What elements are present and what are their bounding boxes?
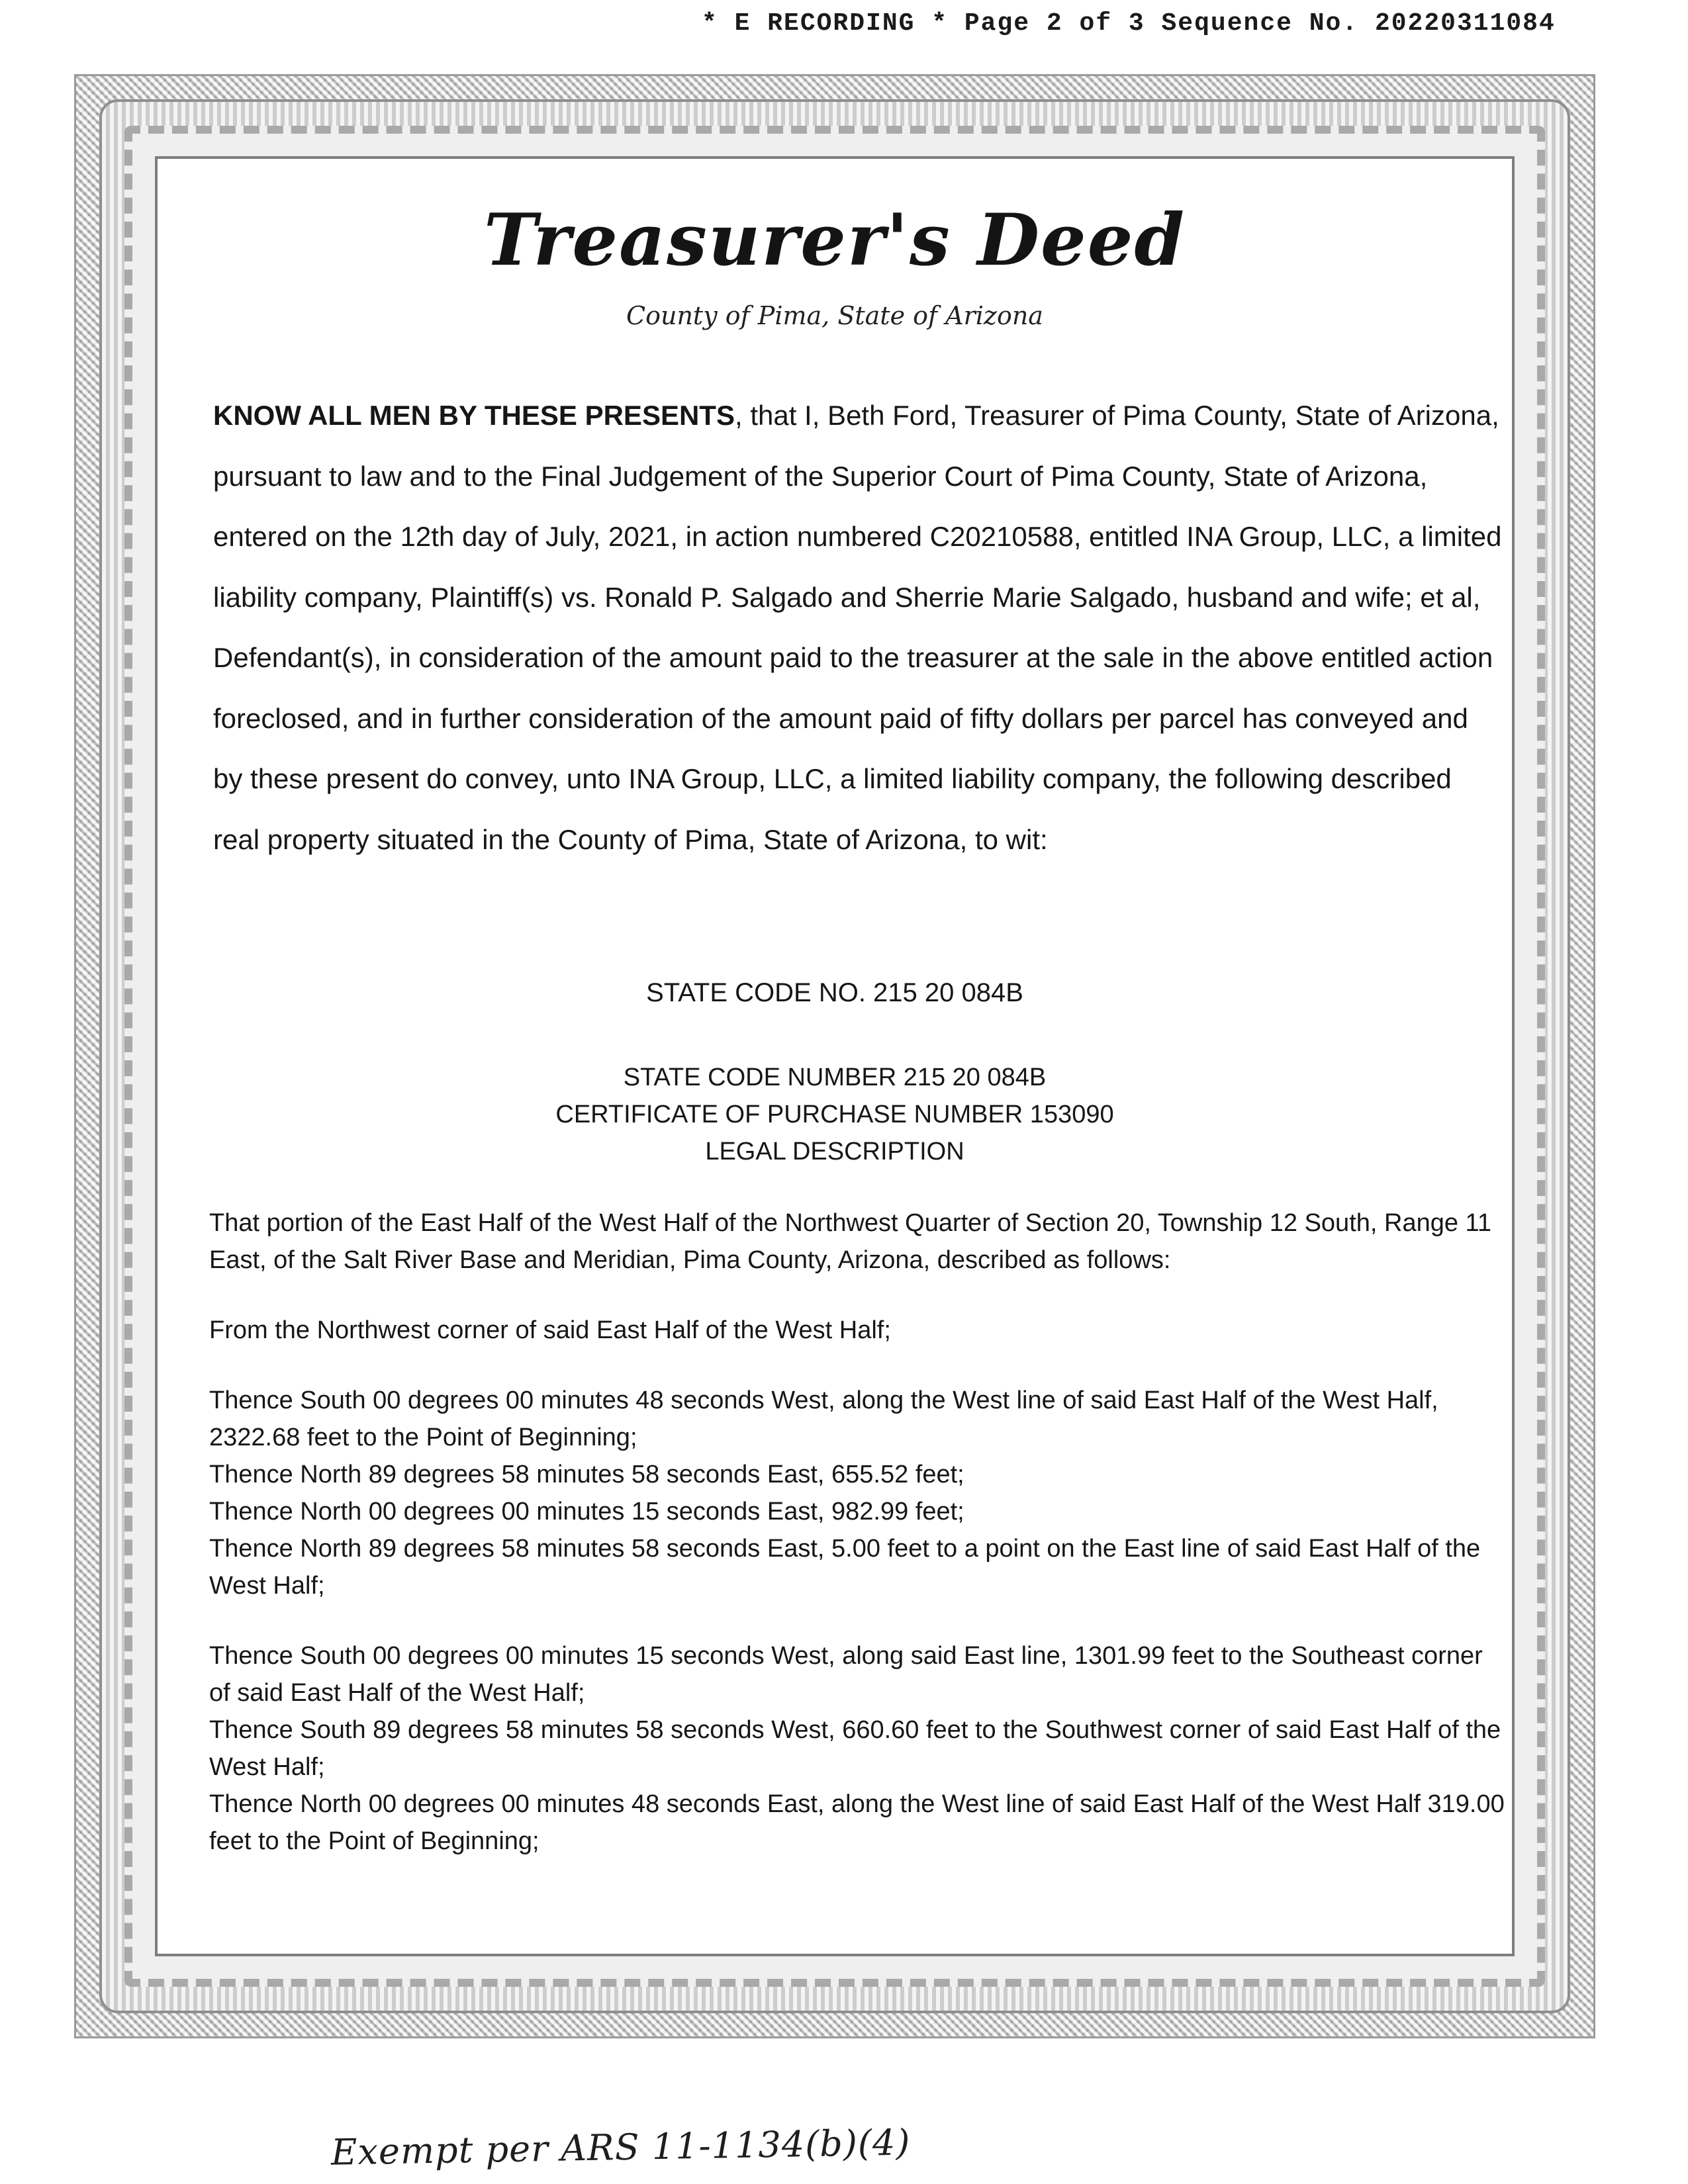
deed-subtitle: County of Pima, State of Arizona xyxy=(626,301,1043,330)
state-code-heading: STATE CODE NO. 215 20 084B xyxy=(646,978,1023,1007)
intro-bold-phrase: KNOW ALL MEN BY THESE PRESENTS xyxy=(213,400,735,431)
legal-description-text xyxy=(209,1205,1507,1860)
legal-call-4: Thence North 89 degrees 58 minutes 58 seconds East, 5.00 feet to a point on the East line of said East Half of the West Half; xyxy=(209,1535,1481,1600)
legal-description-heading: LEGAL DESCRIPTION xyxy=(705,1138,964,1165)
recording-header: * E RECORDING * Page 2 of 3 Sequence No. 20220311084 xyxy=(702,9,1556,38)
conveyance-paragraph xyxy=(213,385,1504,870)
handwritten-exemption-note: Exempt per ARS 11-1134(b)(4) xyxy=(330,2121,911,2173)
legal-call-2: Thence North 89 degrees 58 minutes 58 seconds East, 655.52 feet; xyxy=(209,1461,964,1488)
legal-description-heading-block xyxy=(155,1059,1515,1170)
legal-paragraph-portion: That portion of the East Half of the West Half of the Northwest Quarter of Section 20, Township 12 South, Range 11 East, of the Salt River Base and Meridian, Pima County, Arizona, described as follows: xyxy=(209,1209,1491,1274)
state-code-number: STATE CODE NUMBER 215 20 084B xyxy=(623,1064,1047,1091)
legal-paragraph-from: From the Northwest corner of said East Half of the West Half; xyxy=(209,1316,891,1344)
legal-call-3: Thence North 00 degrees 00 minutes 15 seconds East, 982.99 feet; xyxy=(209,1498,964,1525)
certificate-of-purchase-number: CERTIFICATE OF PURCHASE NUMBER 153090 xyxy=(555,1101,1114,1128)
conveyance-text: , that I, Beth Ford, Treasurer of Pima County, State of Arizona, pursuant to law and to the Final Judgement of the Superior Court of Pima County, State of Arizona, entered on the 12th day of July, 2021, in action numbered C20210588, entitled INA Group, LLC, a limited liability company, Plaintiff(s) vs. Ronald P. Salgado and Sherrie Marie Salgado, husband and wife; et al, Defendant(s), in consideration of the amount paid to the treasurer at the sale in the above entitled action foreclosed, and in further consideration of the amount paid of fifty dollars per parcel has conveyed and by these present do convey, unto INA Group, LLC, a limited liability company, the following described real property situated in the County of Pima, State of Arizona, to wit: xyxy=(213,400,1502,855)
legal-call-6: Thence South 89 degrees 58 minutes 58 seconds West, 660.60 feet to the Southwest corner of said East Half of the West Half; xyxy=(209,1716,1501,1781)
legal-call-5: Thence South 00 degrees 00 minutes 15 seconds West, along said East line, 1301.99 feet to the Southeast corner of said East Half of the West Half; xyxy=(209,1642,1483,1707)
deed-title: Treasurer's Deed xyxy=(483,199,1186,282)
legal-call-1: Thence South 00 degrees 00 minutes 48 seconds West, along the West line of said East Half of the West Half, 2322.68 feet to the Point of Beginning; xyxy=(209,1387,1438,1451)
legal-call-7: Thence North 00 degrees 00 minutes 48 seconds East, along the West line of said East Half of the West Half 319.00 feet to the Point of Beginning; xyxy=(209,1790,1505,1855)
